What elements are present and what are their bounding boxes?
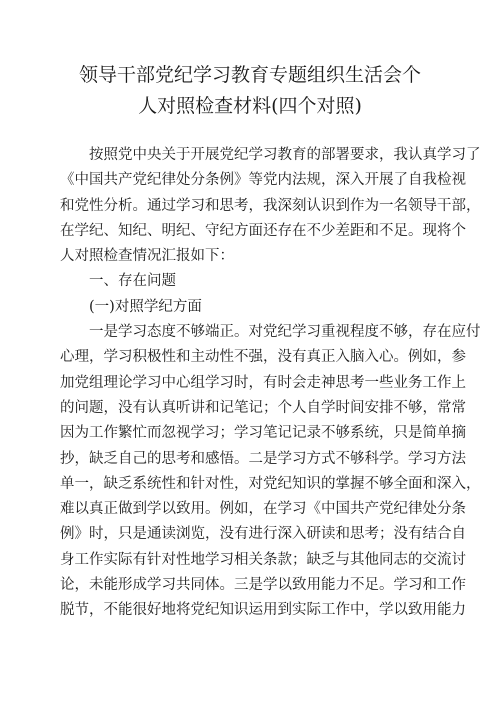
paragraph-line: 一是学习态度不够端正。对党纪学习重视程度不够，存在应付 <box>89 324 481 341</box>
paragraph-line: 和党性分析。通过学习和思考，我深刻认识到作为一名领导干部， <box>60 197 481 214</box>
paragraph-line: 因为工作繁忙而忽视学习；学习笔记记录不够系统，只是简单摘 <box>60 425 466 442</box>
subsection-heading: (一)对照学纪方面 <box>89 298 202 315</box>
paragraph-line: 《中国共产党纪律处分条例》等党内法规，深入开展了自我检视 <box>60 172 466 189</box>
paragraph-line: 在学纪、知纪、明纪、守纪方面还存在不少差距和不足。现将个 <box>60 222 466 239</box>
paragraph-line: 脱节，不能很好地将党纪知识运用到实际工作中，学以致用能力 <box>60 602 466 619</box>
paragraph-line: 抄，缺乏自己的思考和感悟。二是学习方式不够科学。学习方法 <box>60 450 466 467</box>
paragraph-line: 按照党中央关于开展党纪学习教育的部署要求，我认真学习了 <box>89 147 481 163</box>
title-line-1: 领导干部党纪学习教育专题组织生活会个 <box>78 64 421 86</box>
paragraph-line: 加党组理论学习中心组学习时，有时会走神思考一些业务工作上 <box>60 374 466 391</box>
section-heading: 一、存在问题 <box>89 273 176 290</box>
paragraph-line: 论，未能形成学习共同体。三是学以致用能力不足。学习和工作 <box>60 577 466 594</box>
paragraph-line: 的问题，没有认真听讲和记笔记；个人自学时间安排不够，常常 <box>60 399 466 416</box>
paragraph-line: 难以真正做到学以致用。例如，在学习《中国共产党纪律处分条 <box>60 501 466 518</box>
document-title <box>40 60 460 122</box>
title-line-2: 人对照检查材料(四个对照) <box>138 95 362 117</box>
paragraph-line: 人对照检查情况汇报如下： <box>60 248 234 265</box>
paragraph-line: 单一，缺乏系统性和针对性，对党纪知识的掌握不够全面和深入， <box>60 475 481 492</box>
document-body <box>60 143 481 624</box>
paragraph-line: 例》时，只是通读浏览，没有进行深入研读和思考；没有结合自 <box>60 526 466 543</box>
paragraph-line: 身工作实际有针对性地学习相关条款；缺乏与其他同志的交流讨 <box>60 551 466 568</box>
paragraph-line: 心理，学习积极性和主动性不强，没有真正入脑入心。例如，参 <box>60 349 466 366</box>
